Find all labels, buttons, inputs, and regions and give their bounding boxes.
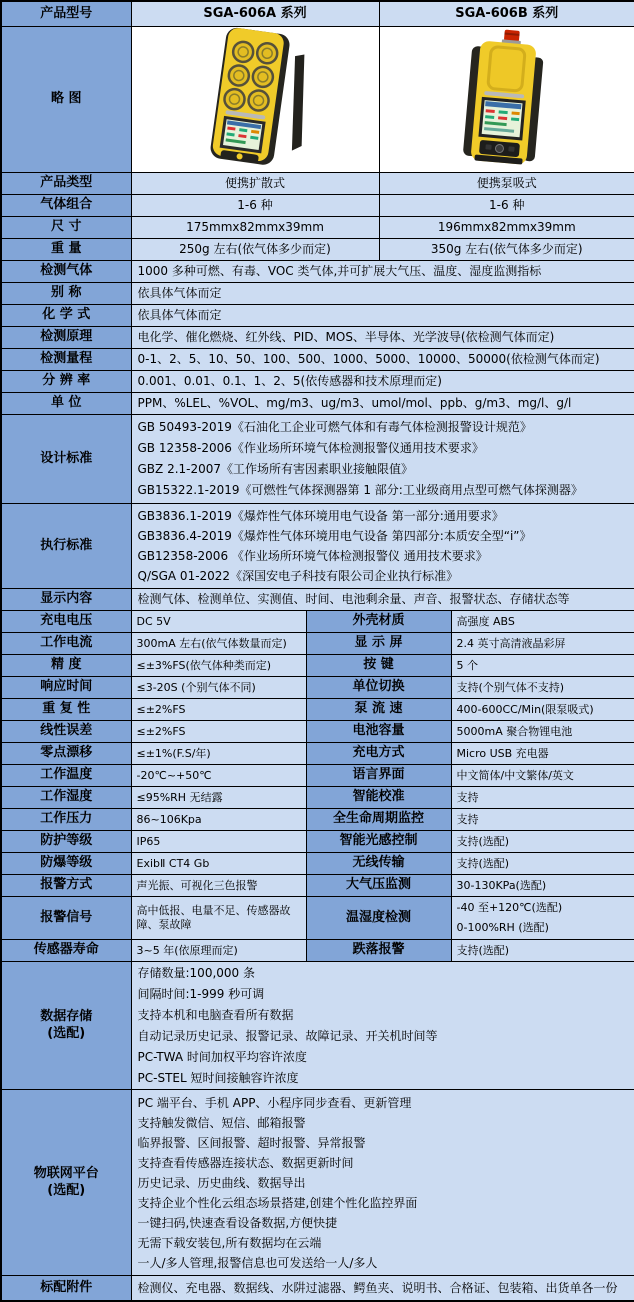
spec-label: 响应时间 <box>1 677 131 699</box>
spec-label: 传感器寿命 <box>1 940 131 962</box>
spec-label: 单 位 <box>1 393 131 415</box>
spec-label <box>1 962 131 1090</box>
table-row <box>1 809 634 831</box>
spec-value-a: 便携扩散式 <box>131 173 379 195</box>
table-row <box>1 677 634 699</box>
design-standard-row <box>1 415 634 504</box>
spec-label: 分 辨 率 <box>1 371 131 393</box>
spec-label: 工作温度 <box>1 765 131 787</box>
table-row <box>1 371 634 393</box>
iot-line: 支持查看传感器连接状态、数据更新时间 <box>137 1155 354 1170</box>
spec-label: 外壳材质 <box>306 611 451 633</box>
table-row <box>1 393 634 415</box>
spec-label: 标配附件 <box>1 1276 131 1302</box>
spec-value: 声光振、可视化三色报警 <box>131 875 306 897</box>
spec-label: 化 学 式 <box>1 305 131 327</box>
table-row <box>1 173 634 195</box>
spec-label: 语言界面 <box>306 765 451 787</box>
iot-line: 一键扫码,快速查看设备数据,方便快捷 <box>137 1215 338 1230</box>
standard-line: GB 50493-2019《石油化工企业可燃气体和有毒气体检测报警设计规范》 <box>137 420 532 434</box>
standard-line: GB12358-2006 《作业场所环境气体检测报警仪 通用技术要求》 <box>137 549 488 563</box>
iot-platform-value <box>131 1090 634 1276</box>
spec-label: 智能校准 <box>306 787 451 809</box>
spec-label: 气体组合 <box>1 195 131 217</box>
storage-line: 存储数量:100,000 条 <box>137 965 255 980</box>
spec-label-line: (选配) <box>47 1182 86 1198</box>
spec-value-a: 175mmx82mmx39mm <box>131 217 379 239</box>
spec-label-line: 数据存储 <box>40 1009 93 1025</box>
spec-label: 智能光感控制 <box>306 831 451 853</box>
spec-value: 支持(选配) <box>451 831 634 853</box>
table-row <box>1 940 634 962</box>
spec-value: 30-130KPa(选配) <box>451 875 634 897</box>
spec-value: 支持(选配) <box>451 853 634 875</box>
spec-value-line: 0-100%RH (选配) <box>456 921 549 934</box>
spec-label: 全生命周期监控 <box>306 809 451 831</box>
spec-value-b: 便携泵吸式 <box>379 173 634 195</box>
data-storage-value <box>131 962 634 1090</box>
spec-value: 86~106Kpa <box>131 809 306 831</box>
storage-line: PC-STEL 短时间接触容许浓度 <box>137 1070 299 1085</box>
storage-line: PC-TWA 时间加权平均容许浓度 <box>137 1049 307 1064</box>
spec-value: 高强度 ABS <box>451 611 634 633</box>
spec-value: 检测气体、检测单位、实测值、时间、电池剩余量、声音、报警状态、存储状态等 <box>131 589 634 611</box>
table-row <box>1 1276 634 1302</box>
table-row <box>1 261 634 283</box>
spec-label: 尺 寸 <box>1 217 131 239</box>
iot-line: 历史记录、历史曲线、数据导出 <box>137 1175 306 1190</box>
table-row <box>1 589 634 611</box>
spec-value: ≤3-20S (个别气体不同) <box>131 677 306 699</box>
spec-value-b: 1-6 种 <box>379 195 634 217</box>
spec-label: 防爆等级 <box>1 853 131 875</box>
spec-value: 5 个 <box>451 655 634 677</box>
spec-label: 大气压监测 <box>306 875 451 897</box>
sketch-row <box>1 27 634 173</box>
table-row <box>1 765 634 787</box>
table-row <box>1 787 634 809</box>
spec-value: 0-1、2、5、10、50、100、500、1000、5000、10000、50000(依检测气体而定) <box>131 349 634 371</box>
spec-label: 检测气体 <box>1 261 131 283</box>
spec-label: 单位切换 <box>306 677 451 699</box>
exec-standard-row <box>1 504 634 589</box>
spec-value: 0.001、0.01、0.1、1、2、5(依传感器和技术原理而定) <box>131 371 634 393</box>
table-row <box>1 283 634 305</box>
spec-value: 电化学、催化燃烧、红外线、PID、MOS、半导体、光学波导(依检测气体而定) <box>131 327 634 349</box>
storage-line: 间隔时间:1-999 秒可调 <box>137 986 265 1001</box>
spec-value-b: 196mmx82mmx39mm <box>379 217 634 239</box>
spec-value: ≤±1%(F.S/年) <box>131 743 306 765</box>
standard-line: GB3836.4-2019《爆炸性气体环境用电气设备 第四部分:本质安全型“i”》 <box>137 529 532 543</box>
storage-line: 自动记录历史记录、报警记录、故障记录、开关机时间等 <box>137 1028 438 1043</box>
design-standard-value <box>131 415 634 504</box>
spec-value: PPM、%LEL、%VOL、mg/m3、ug/m3、umol/mol、ppb、g/m3、mg/l、g/l <box>131 393 634 415</box>
table-row <box>1 327 634 349</box>
iot-line: 一人/多人管理,报警信息也可发送给一人/多人 <box>137 1255 378 1270</box>
spec-value: 300mA 左右(依气体数量而定) <box>131 633 306 655</box>
spec-label <box>1 1090 131 1276</box>
spec-value: 2.4 英寸高清液晶彩屏 <box>451 633 634 655</box>
spec-value-a: 1-6 种 <box>131 195 379 217</box>
spec-label: 电池容量 <box>306 721 451 743</box>
spec-value <box>451 897 634 940</box>
spec-label: 工作湿度 <box>1 787 131 809</box>
iot-line: PC 端平台、手机 APP、小程序同步查看、更新管理 <box>137 1095 412 1110</box>
spec-value: 高中低报、电量不足、传感器故障、泵故障 <box>131 897 306 940</box>
spec-label: 报警信号 <box>1 897 131 940</box>
table-row <box>1 305 634 327</box>
spec-label: 设计标准 <box>1 415 131 504</box>
spec-value: 检测仪、充电器、数据线、水阱过滤器、鳄鱼夹、说明书、合格证、包装箱、出货单各一份 <box>131 1276 634 1302</box>
spec-label-line: 物联网平台 <box>33 1166 99 1182</box>
table-row <box>1 875 634 897</box>
spec-label: 零点漂移 <box>1 743 131 765</box>
spec-value-b: 350g 左右(依气体多少而定) <box>379 239 634 261</box>
table-row <box>1 239 634 261</box>
standard-line: GBZ 2.1-2007《工作场所有害因素职业接触限值》 <box>137 462 414 476</box>
spec-value: 依具体气体而定 <box>131 283 634 305</box>
spec-value: 1000 多种可燃、有毒、VOC 类气体,并可扩展大气压、温度、湿度监测指标 <box>131 261 634 283</box>
table-row <box>1 217 634 239</box>
table-row <box>1 743 634 765</box>
spec-label: 防护等级 <box>1 831 131 853</box>
standard-line: GB 12358-2006《作业场所环境气体检测报警仪通用技术要求》 <box>137 441 484 455</box>
table-row <box>1 699 634 721</box>
spec-label: 工作压力 <box>1 809 131 831</box>
spec-label: 跌落报警 <box>306 940 451 962</box>
spec-value: 支持 <box>451 809 634 831</box>
standard-line: GB15322.1-2019《可燃性气体探测器第 1 部分:工业级商用点型可燃气体探测器》 <box>137 483 583 497</box>
spec-label: 显示内容 <box>1 589 131 611</box>
table-row <box>1 349 634 371</box>
spec-label: 工作电流 <box>1 633 131 655</box>
iot-line: 支持企业个性化云组态场景搭建,创建个性化监控界面 <box>137 1195 418 1210</box>
spec-value-line: -40 至+120℃(选配) <box>456 901 563 914</box>
spec-label: 按 键 <box>306 655 451 677</box>
spec-label: 报警方式 <box>1 875 131 897</box>
table-row <box>1 611 634 633</box>
spec-label: 充电电压 <box>1 611 131 633</box>
spec-label: 检测原理 <box>1 327 131 349</box>
spec-value: Micro USB 充电器 <box>451 743 634 765</box>
spec-value: ≤95%RH 无结露 <box>131 787 306 809</box>
spec-label: 显 示 屏 <box>306 633 451 655</box>
table-row <box>1 721 634 743</box>
model-a-header: SGA-606A 系列 <box>131 1 379 27</box>
standard-line: Q/SGA 01-2022《深国安电子科技有限公司企业执行标准》 <box>137 569 459 583</box>
device-a-image <box>132 27 378 168</box>
spec-label: 检测量程 <box>1 349 131 371</box>
spec-label: 无线传输 <box>306 853 451 875</box>
spec-label: 充电方式 <box>306 743 451 765</box>
spec-label: 重 量 <box>1 239 131 261</box>
spec-value: 400-600CC/Min(限泵吸式) <box>451 699 634 721</box>
spec-label: 别 称 <box>1 283 131 305</box>
spec-value: ≤±2%FS <box>131 721 306 743</box>
device-a-image-cell <box>131 27 379 173</box>
spec-value: 支持(个别气体不支持) <box>451 677 634 699</box>
spec-label: 泵 流 速 <box>306 699 451 721</box>
spec-value: 支持(选配) <box>451 940 634 962</box>
model-b-header: SGA-606B 系列 <box>379 1 634 27</box>
table-row <box>1 655 634 677</box>
table-row <box>1 633 634 655</box>
sketch-label: 略 图 <box>1 27 131 173</box>
spec-value: 5000mA 聚合物锂电池 <box>451 721 634 743</box>
table-row <box>1 897 634 940</box>
spec-value: 中文简体/中文繁体/英文 <box>451 765 634 787</box>
standard-line: GB3836.1-2019《爆炸性气体环境用电气设备 第一部分:通用要求》 <box>137 509 504 523</box>
device-b-image <box>380 27 634 168</box>
spec-value: DC 5V <box>131 611 306 633</box>
spec-label: 重 复 性 <box>1 699 131 721</box>
iot-line: 无需下载安装包,所有数据均在云端 <box>137 1235 322 1250</box>
table-row <box>1 1 634 27</box>
device-b-image-cell <box>379 27 634 173</box>
spec-value: 依具体气体而定 <box>131 305 634 327</box>
product-model-label: 产品型号 <box>1 1 131 27</box>
spec-value: ExibⅡ CT4 Gb <box>131 853 306 875</box>
iot-platform-row <box>1 1090 634 1276</box>
spec-value: ≤±2%FS <box>131 699 306 721</box>
table-row <box>1 195 634 217</box>
exec-standard-value <box>131 504 634 589</box>
spec-label: 精 度 <box>1 655 131 677</box>
spec-label: 执行标准 <box>1 504 131 589</box>
spec-value: -20℃~+50℃ <box>131 765 306 787</box>
spec-value: 3~5 年(依原理而定) <box>131 940 306 962</box>
table-row <box>1 853 634 875</box>
storage-line: 支持本机和电脑查看所有数据 <box>137 1007 294 1022</box>
table-row <box>1 831 634 853</box>
spec-label-line: (选配) <box>47 1025 86 1041</box>
iot-line: 支持触发微信、短信、邮箱报警 <box>137 1115 306 1130</box>
spec-value: ≤±3%FS(依气体种类而定) <box>131 655 306 677</box>
spec-value: IP65 <box>131 831 306 853</box>
spec-label: 产品类型 <box>1 173 131 195</box>
spec-value: 支持 <box>451 787 634 809</box>
data-storage-row <box>1 962 634 1090</box>
spec-value-a: 250g 左右(依气体多少而定) <box>131 239 379 261</box>
spec-label: 线性误差 <box>1 721 131 743</box>
spec-label: 温湿度检测 <box>306 897 451 940</box>
iot-line: 临界报警、区间报警、超时报警、异常报警 <box>137 1135 366 1150</box>
